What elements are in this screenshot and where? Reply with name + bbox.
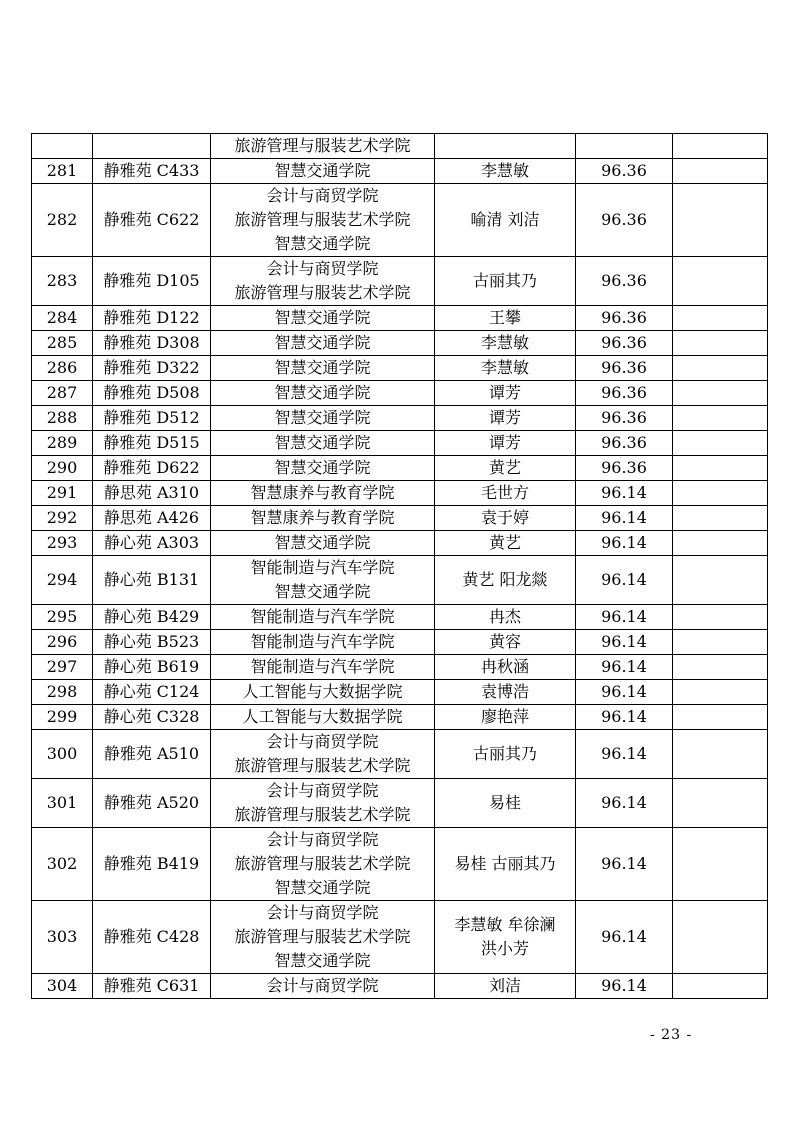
college-cell: [211, 134, 435, 159]
row-number-cell: 297: [32, 655, 93, 680]
dormitory-cell: 静心苑 B619: [93, 655, 211, 680]
score-cell: 96.14: [576, 655, 673, 680]
college-cell-line: 旅游管理与服装艺术学院: [234, 756, 411, 775]
college-cell-line: 智慧交通学院: [274, 161, 371, 180]
note-cell: [673, 779, 768, 828]
row-number-cell: 304: [32, 974, 93, 999]
student-cell-line: 黄艺: [488, 533, 521, 552]
college-cell-line: 智慧交通学院: [274, 582, 371, 601]
dormitory-cell: 静雅苑 D512: [93, 406, 211, 431]
student-cell-line: 冉杰: [488, 607, 521, 626]
row-number-cell: 296: [32, 630, 93, 655]
college-cell-line: 智能制造与汽车学院: [250, 632, 395, 651]
college-cell: [211, 779, 435, 828]
score-cell: 96.36: [576, 257, 673, 306]
college-cell-line: 旅游管理与服装艺术学院: [234, 136, 411, 155]
college-cell-line: 智慧交通学院: [274, 433, 371, 452]
table-row: [32, 431, 768, 456]
dormitory-cell: 静雅苑 D515: [93, 431, 211, 456]
college-cell-line: 智能制造与汽车学院: [250, 558, 395, 577]
note-cell: [673, 680, 768, 705]
score-cell: 96.36: [576, 381, 673, 406]
dormitory-cell: 静雅苑 D122: [93, 306, 211, 331]
table-row: [32, 306, 768, 331]
note-cell: [673, 506, 768, 531]
table-row: [32, 974, 768, 999]
dormitory-cell: 静雅苑 A520: [93, 779, 211, 828]
row-number-cell: 288: [32, 406, 93, 431]
student-cell: [435, 356, 576, 381]
score-cell: 96.36: [576, 159, 673, 184]
row-number-cell: 302: [32, 828, 93, 901]
college-cell: [211, 431, 435, 456]
student-cell-line: 喻清 刘洁: [470, 210, 540, 229]
dormitory-cell: 静雅苑 A510: [93, 730, 211, 779]
score-cell: 96.36: [576, 306, 673, 331]
table-row: [32, 901, 768, 974]
student-cell: [435, 828, 576, 901]
college-cell-line: 人工智能与大数据学院: [242, 707, 403, 726]
college-cell-line: 智慧交通学院: [274, 878, 371, 897]
college-cell: [211, 257, 435, 306]
dormitory-cell: 静心苑 C328: [93, 705, 211, 730]
college-cell-line: 智慧交通学院: [274, 533, 371, 552]
note-cell: [673, 381, 768, 406]
college-cell-line: 旅游管理与服装艺术学院: [234, 210, 411, 229]
score-cell: 96.14: [576, 705, 673, 730]
note-cell: [673, 257, 768, 306]
row-number-cell: 294: [32, 556, 93, 605]
student-cell-line: 袁于婷: [480, 508, 529, 527]
score-cell: 96.14: [576, 605, 673, 630]
table-row: [32, 730, 768, 779]
student-cell-line: 李慧敏: [480, 161, 529, 180]
student-cell-line: 王攀: [488, 308, 521, 327]
row-number-cell: 298: [32, 680, 93, 705]
table-row: [32, 406, 768, 431]
table-row: [32, 655, 768, 680]
score-cell: 96.14: [576, 974, 673, 999]
dormitory-cell: 静思苑 A310: [93, 481, 211, 506]
student-cell: [435, 406, 576, 431]
college-cell-line: 会计与商贸学院: [266, 781, 379, 800]
table-row: [32, 134, 768, 159]
row-number-cell: 284: [32, 306, 93, 331]
row-number-cell: 301: [32, 779, 93, 828]
row-number-cell: 299: [32, 705, 93, 730]
note-cell: [673, 828, 768, 901]
student-cell: [435, 605, 576, 630]
dormitory-cell: 静心苑 A303: [93, 531, 211, 556]
score-cell: 96.36: [576, 456, 673, 481]
student-cell-line: 易桂: [488, 793, 521, 812]
student-cell-line: 洪小芳: [480, 939, 529, 958]
college-cell: [211, 481, 435, 506]
student-cell-line: 谭芳: [488, 408, 521, 427]
score-cell: 96.14: [576, 901, 673, 974]
table-row: [32, 456, 768, 481]
college-cell: [211, 680, 435, 705]
note-cell: [673, 456, 768, 481]
row-number-cell: 303: [32, 901, 93, 974]
score-cell: 96.14: [576, 556, 673, 605]
table-row: [32, 356, 768, 381]
student-cell-line: 李慧敏: [480, 358, 529, 377]
note-cell: [673, 730, 768, 779]
college-cell: [211, 356, 435, 381]
student-cell: [435, 730, 576, 779]
college-cell: [211, 655, 435, 680]
dormitory-cell: 静心苑 B131: [93, 556, 211, 605]
score-cell: 96.14: [576, 531, 673, 556]
row-number-cell: 300: [32, 730, 93, 779]
student-cell-line: 黄艺 阳龙燚: [462, 570, 548, 589]
college-cell: [211, 456, 435, 481]
college-cell: [211, 630, 435, 655]
college-cell-line: 智慧康养与教育学院: [250, 508, 395, 527]
row-number-cell: 290: [32, 456, 93, 481]
dormitory-cell: 静雅苑 D322: [93, 356, 211, 381]
note-cell: [673, 556, 768, 605]
student-cell: [435, 506, 576, 531]
student-cell-line: 易桂 古丽其乃: [454, 854, 556, 873]
note-cell: [673, 531, 768, 556]
table-body: [32, 134, 768, 999]
row-number-cell: 292: [32, 506, 93, 531]
student-cell: [435, 655, 576, 680]
student-cell: [435, 779, 576, 828]
college-cell: [211, 556, 435, 605]
table-row: [32, 381, 768, 406]
score-cell: 96.36: [576, 184, 673, 257]
score-cell: 96.36: [576, 331, 673, 356]
college-cell-line: 智慧交通学院: [274, 951, 371, 970]
table-row: [32, 257, 768, 306]
score-cell: 96.14: [576, 779, 673, 828]
college-cell-line: 智慧交通学院: [274, 383, 371, 402]
student-cell: [435, 901, 576, 974]
dormitory-cell: 静雅苑 D308: [93, 331, 211, 356]
dormitory-cell: 静雅苑 D622: [93, 456, 211, 481]
score-cell: 96.14: [576, 481, 673, 506]
row-number-cell: [32, 134, 93, 159]
note-cell: [673, 356, 768, 381]
score-cell: 96.14: [576, 680, 673, 705]
note-cell: [673, 159, 768, 184]
note-cell: [673, 605, 768, 630]
row-number-cell: 283: [32, 257, 93, 306]
college-cell-line: 智慧康养与教育学院: [250, 483, 395, 502]
college-cell: [211, 901, 435, 974]
college-cell: [211, 605, 435, 630]
table-row: [32, 605, 768, 630]
student-cell: [435, 531, 576, 556]
note-cell: [673, 481, 768, 506]
dormitory-cell: [93, 134, 211, 159]
row-number-cell: 295: [32, 605, 93, 630]
student-cell: [435, 306, 576, 331]
note-cell: [673, 705, 768, 730]
table-row: [32, 159, 768, 184]
student-cell-line: 古丽其乃: [472, 744, 537, 763]
student-cell-line: 刘洁: [488, 976, 521, 995]
row-number-cell: 281: [32, 159, 93, 184]
college-cell-line: 智慧交通学院: [274, 408, 371, 427]
college-cell: [211, 974, 435, 999]
college-cell: [211, 705, 435, 730]
college-cell-line: 会计与商贸学院: [266, 830, 379, 849]
note-cell: [673, 901, 768, 974]
score-cell: 96.36: [576, 431, 673, 456]
college-cell: [211, 306, 435, 331]
college-cell-line: 会计与商贸学院: [266, 259, 379, 278]
student-cell: [435, 456, 576, 481]
table-row: [32, 506, 768, 531]
row-number-cell: 285: [32, 331, 93, 356]
score-cell: 96.36: [576, 356, 673, 381]
dormitory-cell: 静雅苑 B419: [93, 828, 211, 901]
note-cell: [673, 974, 768, 999]
student-cell: [435, 974, 576, 999]
table-row: [32, 531, 768, 556]
student-cell: [435, 431, 576, 456]
dormitory-cell: 静雅苑 C622: [93, 184, 211, 257]
table-row: [32, 705, 768, 730]
college-cell: [211, 331, 435, 356]
college-cell: [211, 381, 435, 406]
college-cell: [211, 406, 435, 431]
student-cell: [435, 159, 576, 184]
row-number-cell: 287: [32, 381, 93, 406]
student-cell-line: 廖艳萍: [480, 707, 529, 726]
score-cell: 96.14: [576, 630, 673, 655]
dormitory-cell: 静雅苑 C433: [93, 159, 211, 184]
note-cell: [673, 655, 768, 680]
dormitory-cell: 静心苑 B429: [93, 605, 211, 630]
college-cell-line: 旅游管理与服装艺术学院: [234, 854, 411, 873]
student-cell: [435, 184, 576, 257]
college-cell-line: 智能制造与汽车学院: [250, 607, 395, 626]
student-cell: [435, 257, 576, 306]
college-cell: [211, 531, 435, 556]
student-cell-line: 袁博浩: [480, 682, 529, 701]
note-cell: [673, 306, 768, 331]
dormitory-cell: 静雅苑 C631: [93, 974, 211, 999]
student-cell-line: 李慧敏 牟徐澜: [454, 915, 556, 934]
college-cell-line: 智慧交通学院: [274, 308, 371, 327]
table-row: [32, 481, 768, 506]
note-cell: [673, 134, 768, 159]
college-cell-line: 智慧交通学院: [274, 333, 371, 352]
college-cell: [211, 159, 435, 184]
student-cell: [435, 331, 576, 356]
dormitory-cell: 静心苑 B523: [93, 630, 211, 655]
student-cell-line: 黄容: [488, 632, 521, 651]
student-cell: [435, 705, 576, 730]
student-cell-line: 黄艺: [488, 458, 521, 477]
student-cell: [435, 630, 576, 655]
table-row: [32, 779, 768, 828]
student-cell: [435, 556, 576, 605]
page-number: - 23 -: [650, 1027, 693, 1043]
score-cell: 96.36: [576, 406, 673, 431]
score-cell: 96.14: [576, 506, 673, 531]
college-cell: [211, 184, 435, 257]
table-row: [32, 680, 768, 705]
row-number-cell: 293: [32, 531, 93, 556]
note-cell: [673, 630, 768, 655]
college-cell-line: 旅游管理与服装艺术学院: [234, 927, 411, 946]
student-cell: [435, 134, 576, 159]
college-cell-line: 会计与商贸学院: [266, 976, 379, 995]
score-cell: 96.14: [576, 828, 673, 901]
table-row: [32, 556, 768, 605]
score-cell: [576, 134, 673, 159]
college-cell-line: 旅游管理与服装艺术学院: [234, 805, 411, 824]
row-number-cell: 289: [32, 431, 93, 456]
student-cell-line: 毛世方: [480, 483, 529, 502]
note-cell: [673, 406, 768, 431]
student-cell-line: 李慧敏: [480, 333, 529, 352]
dormitory-cell: 静雅苑 D105: [93, 257, 211, 306]
college-cell-line: 智慧交通学院: [274, 458, 371, 477]
student-cell-line: 古丽其乃: [472, 271, 537, 290]
student-cell: [435, 381, 576, 406]
college-cell-line: 人工智能与大数据学院: [242, 682, 403, 701]
row-number-cell: 291: [32, 481, 93, 506]
dormitory-results-table: [31, 133, 768, 999]
college-cell-line: 会计与商贸学院: [266, 903, 379, 922]
row-number-cell: 286: [32, 356, 93, 381]
college-cell-line: 会计与商贸学院: [266, 732, 379, 751]
student-cell-line: 谭芳: [488, 433, 521, 452]
dormitory-cell: 静心苑 C124: [93, 680, 211, 705]
student-cell: [435, 680, 576, 705]
college-cell-line: 旅游管理与服装艺术学院: [234, 283, 411, 302]
dormitory-cell: 静思苑 A426: [93, 506, 211, 531]
dormitory-cell: 静雅苑 D508: [93, 381, 211, 406]
table-row: [32, 184, 768, 257]
dormitory-cell: 静雅苑 C428: [93, 901, 211, 974]
student-cell: [435, 481, 576, 506]
college-cell: [211, 828, 435, 901]
student-cell-line: 谭芳: [488, 383, 521, 402]
table-row: [32, 331, 768, 356]
note-cell: [673, 184, 768, 257]
college-cell-line: 智能制造与汽车学院: [250, 657, 395, 676]
row-number-cell: 282: [32, 184, 93, 257]
note-cell: [673, 431, 768, 456]
table-row: [32, 630, 768, 655]
college-cell: [211, 506, 435, 531]
note-cell: [673, 331, 768, 356]
score-cell: 96.14: [576, 730, 673, 779]
student-cell-line: 冉秋涵: [480, 657, 529, 676]
college-cell-line: 智慧交通学院: [274, 358, 371, 377]
table-row: [32, 828, 768, 901]
college-cell-line: 智慧交通学院: [274, 234, 371, 253]
college-cell-line: 会计与商贸学院: [266, 186, 379, 205]
college-cell: [211, 730, 435, 779]
